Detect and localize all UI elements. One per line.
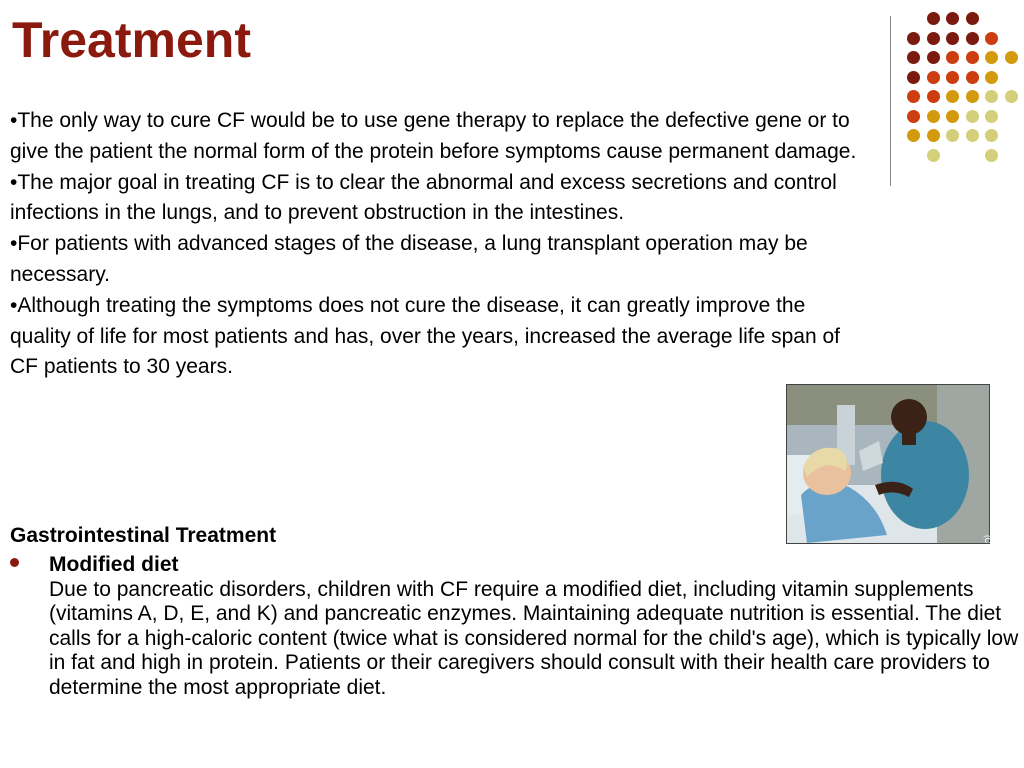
- modified-diet-item: [10, 553, 1020, 700]
- slide-title: Treatment: [12, 12, 251, 68]
- decorative-dot: [946, 12, 959, 25]
- decorative-dot: [966, 32, 979, 45]
- decorative-dot: [927, 71, 940, 84]
- gastrointestinal-heading: Gastrointestinal Treatment: [10, 524, 277, 547]
- decorative-dot: [946, 110, 959, 123]
- decorative-dot: [985, 129, 998, 142]
- decorative-dot: [907, 110, 920, 123]
- decorative-dot: [927, 51, 940, 64]
- decorative-dot: [927, 110, 940, 123]
- nurse-treating-child-photo: [786, 384, 992, 558]
- decorative-dot: [966, 51, 979, 64]
- bullet-dot-icon: [10, 558, 19, 567]
- decorative-dot: [985, 90, 998, 103]
- decorative-dot: [907, 71, 920, 84]
- decorative-dot: [907, 51, 920, 64]
- decorative-dot: [927, 12, 940, 25]
- decorative-dot: [946, 32, 959, 45]
- bullet-goal: •The major goal in treating CF is to clear the abnormal and excess secretions and control infections in the lungs, and to prevent obstruction in the intestines.: [10, 170, 837, 225]
- bullet-quality-of-life: •Although treating the symptoms does not cure the disease, it can greatly improve the quality of life for most patients and has, over the years, increased the average life span of CF patients to 30 years.: [10, 293, 840, 379]
- decorative-dot: [985, 71, 998, 84]
- decorative-dot: [966, 71, 979, 84]
- decorative-dot: [927, 129, 940, 142]
- decorative-dot: [985, 110, 998, 123]
- decorative-dot: [966, 129, 979, 142]
- decorative-dot: [946, 90, 959, 103]
- decorative-dot: [966, 12, 979, 25]
- decorative-dot: [927, 90, 940, 103]
- divider-line: [890, 16, 891, 186]
- decorative-dot: [985, 32, 998, 45]
- decorative-dot: [1005, 51, 1018, 64]
- decorative-dot: [946, 51, 959, 64]
- decorative-dot-grid: [900, 12, 1020, 172]
- decorative-dot: [907, 129, 920, 142]
- photo-credit: (CNN): [983, 535, 992, 558]
- bullet-cure: •The only way to cure CF would be to use gene therapy to replace the defective gene or to give the patient the normal form of the protein before symptoms cause permanent damage.: [10, 109, 857, 163]
- decorative-dot: [907, 90, 920, 103]
- bullet-list: [10, 106, 870, 383]
- decorative-dot: [985, 149, 998, 162]
- decorative-dot: [946, 129, 959, 142]
- modified-diet-text: Due to pancreatic disorders, children with CF require a modified diet, including vitamin supplements (vitamins A, D, E, and K) and pancreatic enzymes. Maintaining adequate nutrition is essential. The diet calls for a high-caloric content (twice what is considered normal for the child's age), which is typically low in fat and high in protein. Patients or their caregivers should consult with their health care providers to determine the most appropriate diet.: [49, 577, 1019, 699]
- decorative-dot: [966, 90, 979, 103]
- decorative-dot: [946, 71, 959, 84]
- modified-diet-title: Modified diet: [49, 553, 179, 576]
- decorative-dot: [927, 149, 940, 162]
- decorative-dot: [1005, 90, 1018, 103]
- decorative-dot: [985, 51, 998, 64]
- decorative-dot: [907, 32, 920, 45]
- decorative-dot: [966, 110, 979, 123]
- decorative-dot: [927, 32, 940, 45]
- bullet-transplant: •For patients with advanced stages of the disease, a lung transplant operation may be necessary.: [10, 232, 808, 286]
